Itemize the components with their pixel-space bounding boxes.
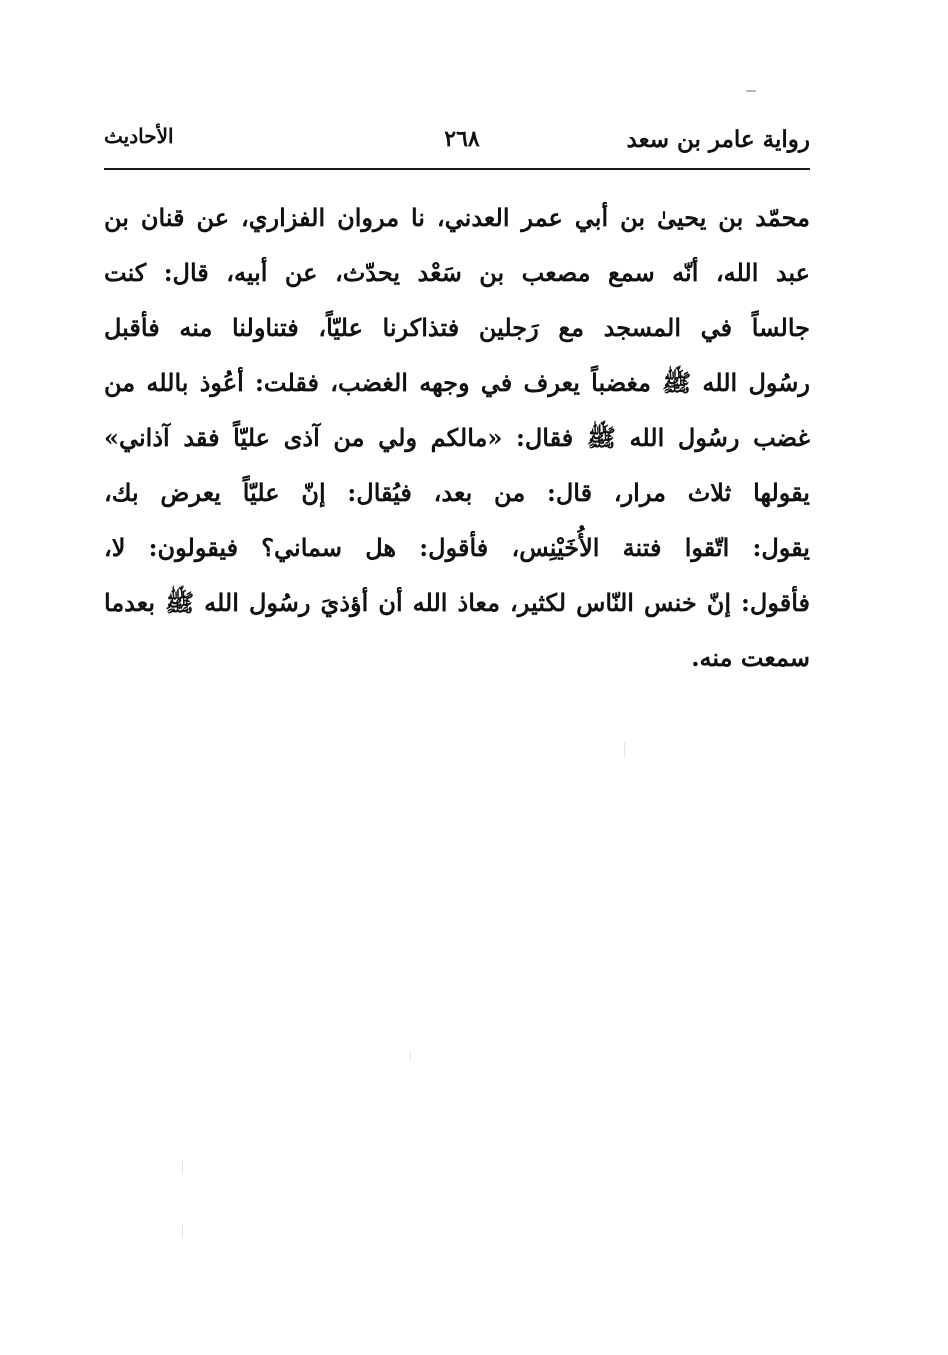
scan-mark	[182, 1160, 183, 1174]
running-head-chapter: الأحاديث	[104, 124, 174, 148]
running-head-book-section: رواية عامر بن سعد	[626, 126, 810, 153]
text-line: غضب رسُول الله ﷺ فقال: «مالكم ولي من آذى عليّاً فقد آذاني»	[104, 423, 810, 452]
page-number: ٢٦٨	[444, 126, 480, 152]
scan-speck	[746, 90, 756, 92]
text-line: جالساً في المسجد مع رَجلين فتذاكرنا عليّاً، فتناولنا منه فأقبل	[104, 313, 810, 342]
scan-mark	[410, 1050, 411, 1062]
scan-mark	[182, 1224, 183, 1238]
scan-mark	[624, 742, 625, 758]
text-line: رسُول الله ﷺ مغضباً يعرف في وجهه الغضب، فقلت: أعُوذ بالله من	[104, 368, 810, 397]
text-line: يقولها ثلاث مرار، قال: من بعد، فيُقال: إنّ عليّاً يعرض بك،	[104, 478, 810, 507]
text-line: محمّد بن يحيىٰ بن أبي عمر العدني، نا مروان الفزاري، عن قنان بن	[104, 203, 810, 232]
text-line: يقول: اتّقوا فتنة الأُخَيْنِس، فأقول: هل سماني؟ فيقولون: لا،	[104, 533, 810, 562]
text-line: عبد الله، أنّه سمع مصعب بن سَعْد يحدّث، عن أبيه، قال: كنت	[104, 258, 810, 287]
text-line: فأقول: إنّ خنس النّاس لكثير، معاذ الله أن أؤذيَ رسُول الله ﷺ بعدما	[104, 588, 810, 617]
hadith-text	[104, 190, 810, 685]
page-header	[104, 118, 810, 162]
header-rule	[104, 168, 810, 170]
text-line-final: سمعت منه.	[691, 643, 810, 672]
